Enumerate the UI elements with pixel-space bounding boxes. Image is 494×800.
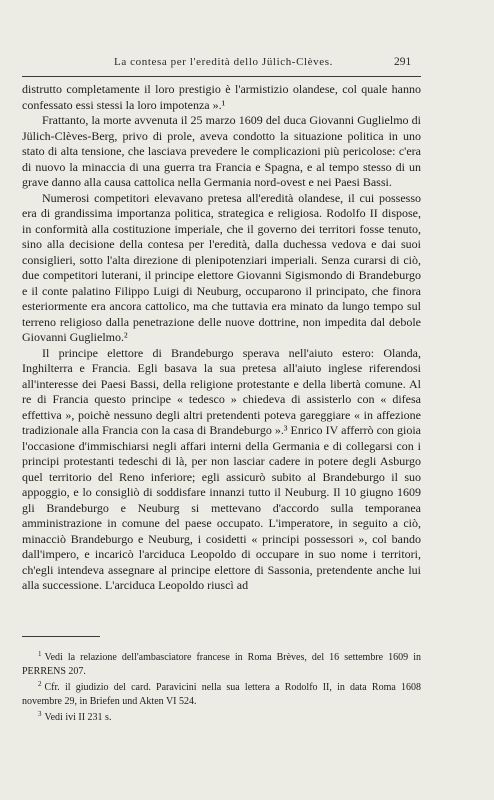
page-number: 291	[394, 56, 412, 68]
header-rule	[22, 76, 421, 77]
paragraph: Frattanto, la morte avvenuta il 25 marzo 1609 del duca Giovanni Guglielmo di Jülich-Clèves-Berg, privo di prole, aveva condotto la situazione politica in uno stato di alta tensione, che lasciava prevedere le complicazioni più pericolose: c'era di nuovo la minaccia di una guerra tra Francia e Spagna, e al tempo stesso di un grave danno alla causa cattolica nella Germania nord-ovest e nei Paesi Bassi.	[22, 113, 421, 189]
footnote-marker: 2	[38, 680, 42, 688]
running-header	[22, 52, 422, 72]
paragraph: Numerosi competitori elevavano pretesa all'eredità olandese, il cui possesso era di grandissima importanza politica, strategica e religiosa. Rodolfo II dispose, in conformità alla costituzione imperiale, che il governo dei territori fosse tenuto, sino alla decisione della contesa per l'eredità, dalla duchessa vedova e dai suoi consiglieri, sotto l'alta direzione di plenipotenziari imperiali. Senza curarsi di ciò, due competitori luterani, il principe elettore Giovanni Sigismondo di Brandeburgo e il conte palatino Filippo Luigi di Neuburg, occuparono il principato, che finora esteriormente era ancora cattolico, ma che tuttavia era minato da lungo tempo sul terreno religioso dalla penetrazione delle nuove dottrine, non impedita dal debole Giovanni Guglielmo.²	[22, 190, 421, 344]
footnote-text: Cfr. il giudizio del card. Paravicini nella sua lettera a Rodolfo II, in data Roma 1608 novembre 29, in Briefen und Akten VI 524.	[22, 682, 421, 707]
footnote-text: Vedi la relazione dell'ambasciatore francese in Roma Brèves, del 16 settembre 1609 in PERRENS 207.	[22, 652, 421, 677]
footnote-marker: 1	[38, 650, 42, 658]
footnotes	[22, 648, 421, 725]
footnote	[22, 708, 421, 725]
running-title: La contesa per l'eredità dello Jülich-Clèves.	[114, 56, 333, 68]
footnote-marker: 3	[38, 710, 42, 718]
body-text	[22, 82, 421, 594]
paragraph: Il principe elettore di Brandeburgo sperava nell'aiuto estero: Olanda, Inghilterra e Francia. Egli basava la sua pretesa all'aiuto inglese riferendosi all'interesse dei Paesi Bassi, della religione protestante e della libertà comune. Al re di Francia questo principe « tedesco » chiedeva di assisterlo con « difesa effettiva », poichè nessuno degli altri pretendenti poteva gareggiare « in affezione tradizionale alla Francia con la casa di Brandeburgo ».³ Enrico IV afferrò con gioia l'occasione d'immischiarsi negli affari interni della Germania e di collegarsi con i principi protestanti tedeschi di là, per non lasciar cadere in potere degli Asburgo quel territorio del Reno inferiore; egli assicurò subito al Brandeburgo il suo appoggio, e lo consigliò di soddisfare innanzi tutto il Neuburg. Il 10 giugno 1609 gli Brandeburgo e Neuburg si mettevano d'accordo sulla temporanea amministrazione in comune del paese occupato. L'imperatore, in seguito a ciò, minacciò Brandeburgo e Neuburg, i cosidetti « principi possessori », col bando dall'impero, e incaricò l'arciduca Leopoldo di occupare in suo nome i territori, ch'egli intendeva assegnare al principe elettore di Sassonia, pretendente anche lui alla successione. L'arciduca Leopoldo riuscì ad	[22, 345, 421, 592]
footnote-rule	[22, 636, 100, 637]
footnote	[22, 648, 421, 678]
footnote-text: Vedi ivi II 231 s.	[44, 712, 112, 723]
footnote	[22, 678, 421, 708]
paragraph: distrutto completamente il loro prestigio è l'armistizio olandese, col quale hanno confessato essi stessi la loro impotenza ».¹	[22, 82, 421, 112]
